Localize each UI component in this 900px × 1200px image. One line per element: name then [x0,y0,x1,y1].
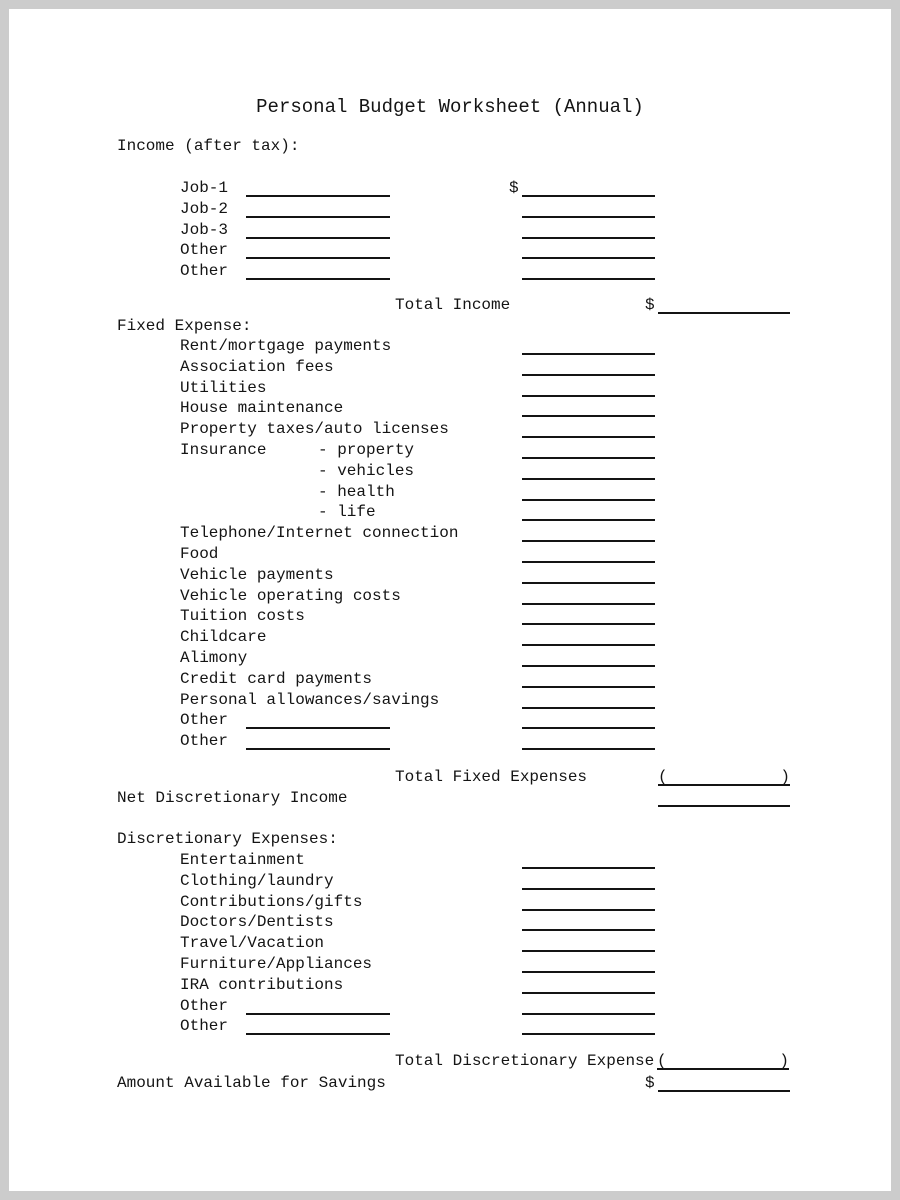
fixed-expense-row [0,357,900,378]
total-income-label: Total Income [395,296,511,314]
discretionary-expense-row [0,912,900,933]
amount-blank [522,710,655,729]
name-blank [246,731,390,750]
amount-blank [522,996,655,1015]
amount-blank [522,502,655,521]
fixed-expense-row [0,627,900,648]
fixed-expense-row-insurance-sub [0,461,900,482]
fixed-expense-rows [0,336,900,752]
amount-blank [522,912,655,931]
amount-blank [522,419,655,438]
total-income-blank [658,295,790,314]
income-source-blank [246,178,390,197]
amount-blank [522,850,655,869]
fixed-expense-row [0,398,900,419]
item-label: Furniture/Appliances [180,954,373,973]
item-label: Vehicle operating costs [180,586,401,605]
fixed-section-heading-row [0,316,900,337]
income-amount-blank [522,220,655,239]
amount-blank [522,975,655,994]
income-row-label: Job-2 [180,199,229,218]
discretionary-expense-row [0,871,900,892]
amount-blank [522,544,655,563]
amount-available-for-savings-row [0,1073,900,1094]
dollar-sign: $ [645,296,655,314]
income-row-job3 [0,220,900,241]
item-label: Tuition costs [180,607,305,626]
income-row-job1 [0,178,900,199]
item-label: Clothing/laundry [180,871,334,890]
item-label: Childcare [180,628,267,647]
amount-blank [522,892,655,911]
income-source-blank [246,199,390,218]
fixed-expense-row-insurance-sub [0,482,900,503]
fixed-expense-row [0,669,900,690]
total-discretionary-expense-label: Total Discretionary Expense [395,1052,655,1070]
name-blank [246,1016,390,1035]
income-source-blank [246,220,390,239]
item-label: Alimony [180,648,248,667]
item-label: Other [180,996,229,1015]
income-rows [0,178,900,282]
discretionary-expense-row-other [0,1016,900,1037]
fixed-expense-row [0,544,900,565]
item-label: Vehicle payments [180,565,334,584]
name-blank [246,996,390,1015]
item-sublabel: - life [318,503,376,522]
amount-blank [522,871,655,890]
amount-blank [522,933,655,952]
dollar-sign: $ [645,1074,655,1092]
amount-blank [522,954,655,973]
item-label: Rent/mortgage payments [180,337,392,355]
income-row-other2 [0,261,900,282]
amount-blank [522,586,655,605]
discretionary-expense-row [0,975,900,996]
fixed-expense-row [0,419,900,440]
amount-blank [522,440,655,459]
total-fixed-expenses-row [0,767,900,788]
total-discretionary-expense-blank [657,1051,789,1070]
amount-blank [522,398,655,417]
income-row-job2 [0,199,900,220]
open-paren: ( [658,768,668,786]
item-label: Other [180,1017,229,1036]
item-label: Personal allowances/savings [180,690,440,709]
amount-blank [522,461,655,480]
amount-blank [522,1016,655,1035]
discretionary-section-heading-row [0,829,900,850]
net-discretionary-income-row [0,788,900,809]
item-label: Utilities [180,378,267,397]
income-row-label: Job-1 [180,179,229,197]
income-amount-blank [522,199,655,218]
close-paren: ) [780,768,790,786]
savings-amount-blank [658,1073,790,1092]
amount-available-for-savings-label: Amount Available for Savings [117,1074,386,1092]
amount-blank [522,669,655,688]
income-row-label: Other [180,262,229,281]
discretionary-expense-rows [0,850,900,1037]
amount-blank [522,627,655,646]
net-discretionary-income-label: Net Discretionary Income [117,789,348,807]
income-row-label: Job-3 [180,220,229,239]
fixed-expense-heading: Fixed Expense: [117,317,252,335]
discretionary-expenses-heading: Discretionary Expenses: [117,830,338,848]
amount-blank [522,482,655,501]
item-label: House maintenance [180,399,344,418]
fixed-expense-row [0,565,900,586]
fixed-expense-row [0,648,900,669]
item-sublabel: - vehicles [318,461,415,480]
item-label: Other [180,711,229,730]
item-label: Credit card payments [180,669,373,688]
item-label: IRA contributions [180,975,344,994]
dollar-sign: $ [509,179,519,197]
item-label: Property taxes/auto licenses [180,420,449,439]
income-amount-blank [522,178,655,197]
fixed-expense-row [0,606,900,627]
close-paren: ) [779,1052,789,1070]
amount-blank [522,336,655,355]
net-discretionary-income-blank [658,788,790,807]
item-label: Travel/Vacation [180,934,325,953]
amount-blank [522,523,655,542]
income-amount-blank [522,240,655,259]
fixed-expense-row-insurance-sub [0,502,900,523]
item-label: Food [180,544,219,563]
income-source-blank [246,240,390,259]
fixed-expense-row-other [0,710,900,731]
item-label: Telephone/Internet connection [180,524,459,543]
discretionary-expense-row-other [0,996,900,1017]
amount-blank [522,731,655,750]
item-sublabel: - property [318,440,415,459]
total-fixed-expenses-blank [658,767,790,786]
fixed-expense-row-insurance [0,440,900,461]
amount-blank [522,606,655,625]
amount-blank [522,378,655,397]
fixed-expense-row [0,690,900,711]
fixed-expense-row [0,586,900,607]
income-source-blank [246,261,390,280]
discretionary-expense-row [0,892,900,913]
open-paren: ( [657,1052,667,1070]
name-blank [246,710,390,729]
item-label: Insurance [180,440,267,459]
income-row-other1 [0,240,900,261]
page-title: Personal Budget Worksheet (Annual) [256,96,644,118]
item-label: Other [180,732,229,751]
item-label: Association fees [180,357,334,376]
item-label: Doctors/Dentists [180,913,334,932]
income-section-heading-row [0,136,900,157]
amount-blank [522,648,655,667]
total-discretionary-expense-row [0,1051,900,1072]
item-sublabel: - health [318,482,395,501]
fixed-expense-row [0,378,900,399]
amount-blank [522,690,655,709]
discretionary-expense-row [0,850,900,871]
item-label: Entertainment [180,851,305,869]
income-row-label: Other [180,241,229,260]
income-amount-blank [522,261,655,280]
amount-blank [522,565,655,584]
discretionary-expense-row [0,933,900,954]
total-income-row [0,295,900,316]
fixed-expense-row [0,336,900,357]
amount-blank [522,357,655,376]
discretionary-expense-row [0,954,900,975]
fixed-expense-row [0,523,900,544]
item-label: Contributions/gifts [180,892,363,911]
total-fixed-expenses-label: Total Fixed Expenses [395,768,588,786]
income-heading: Income (after tax): [117,137,300,155]
fixed-expense-row-other [0,731,900,752]
